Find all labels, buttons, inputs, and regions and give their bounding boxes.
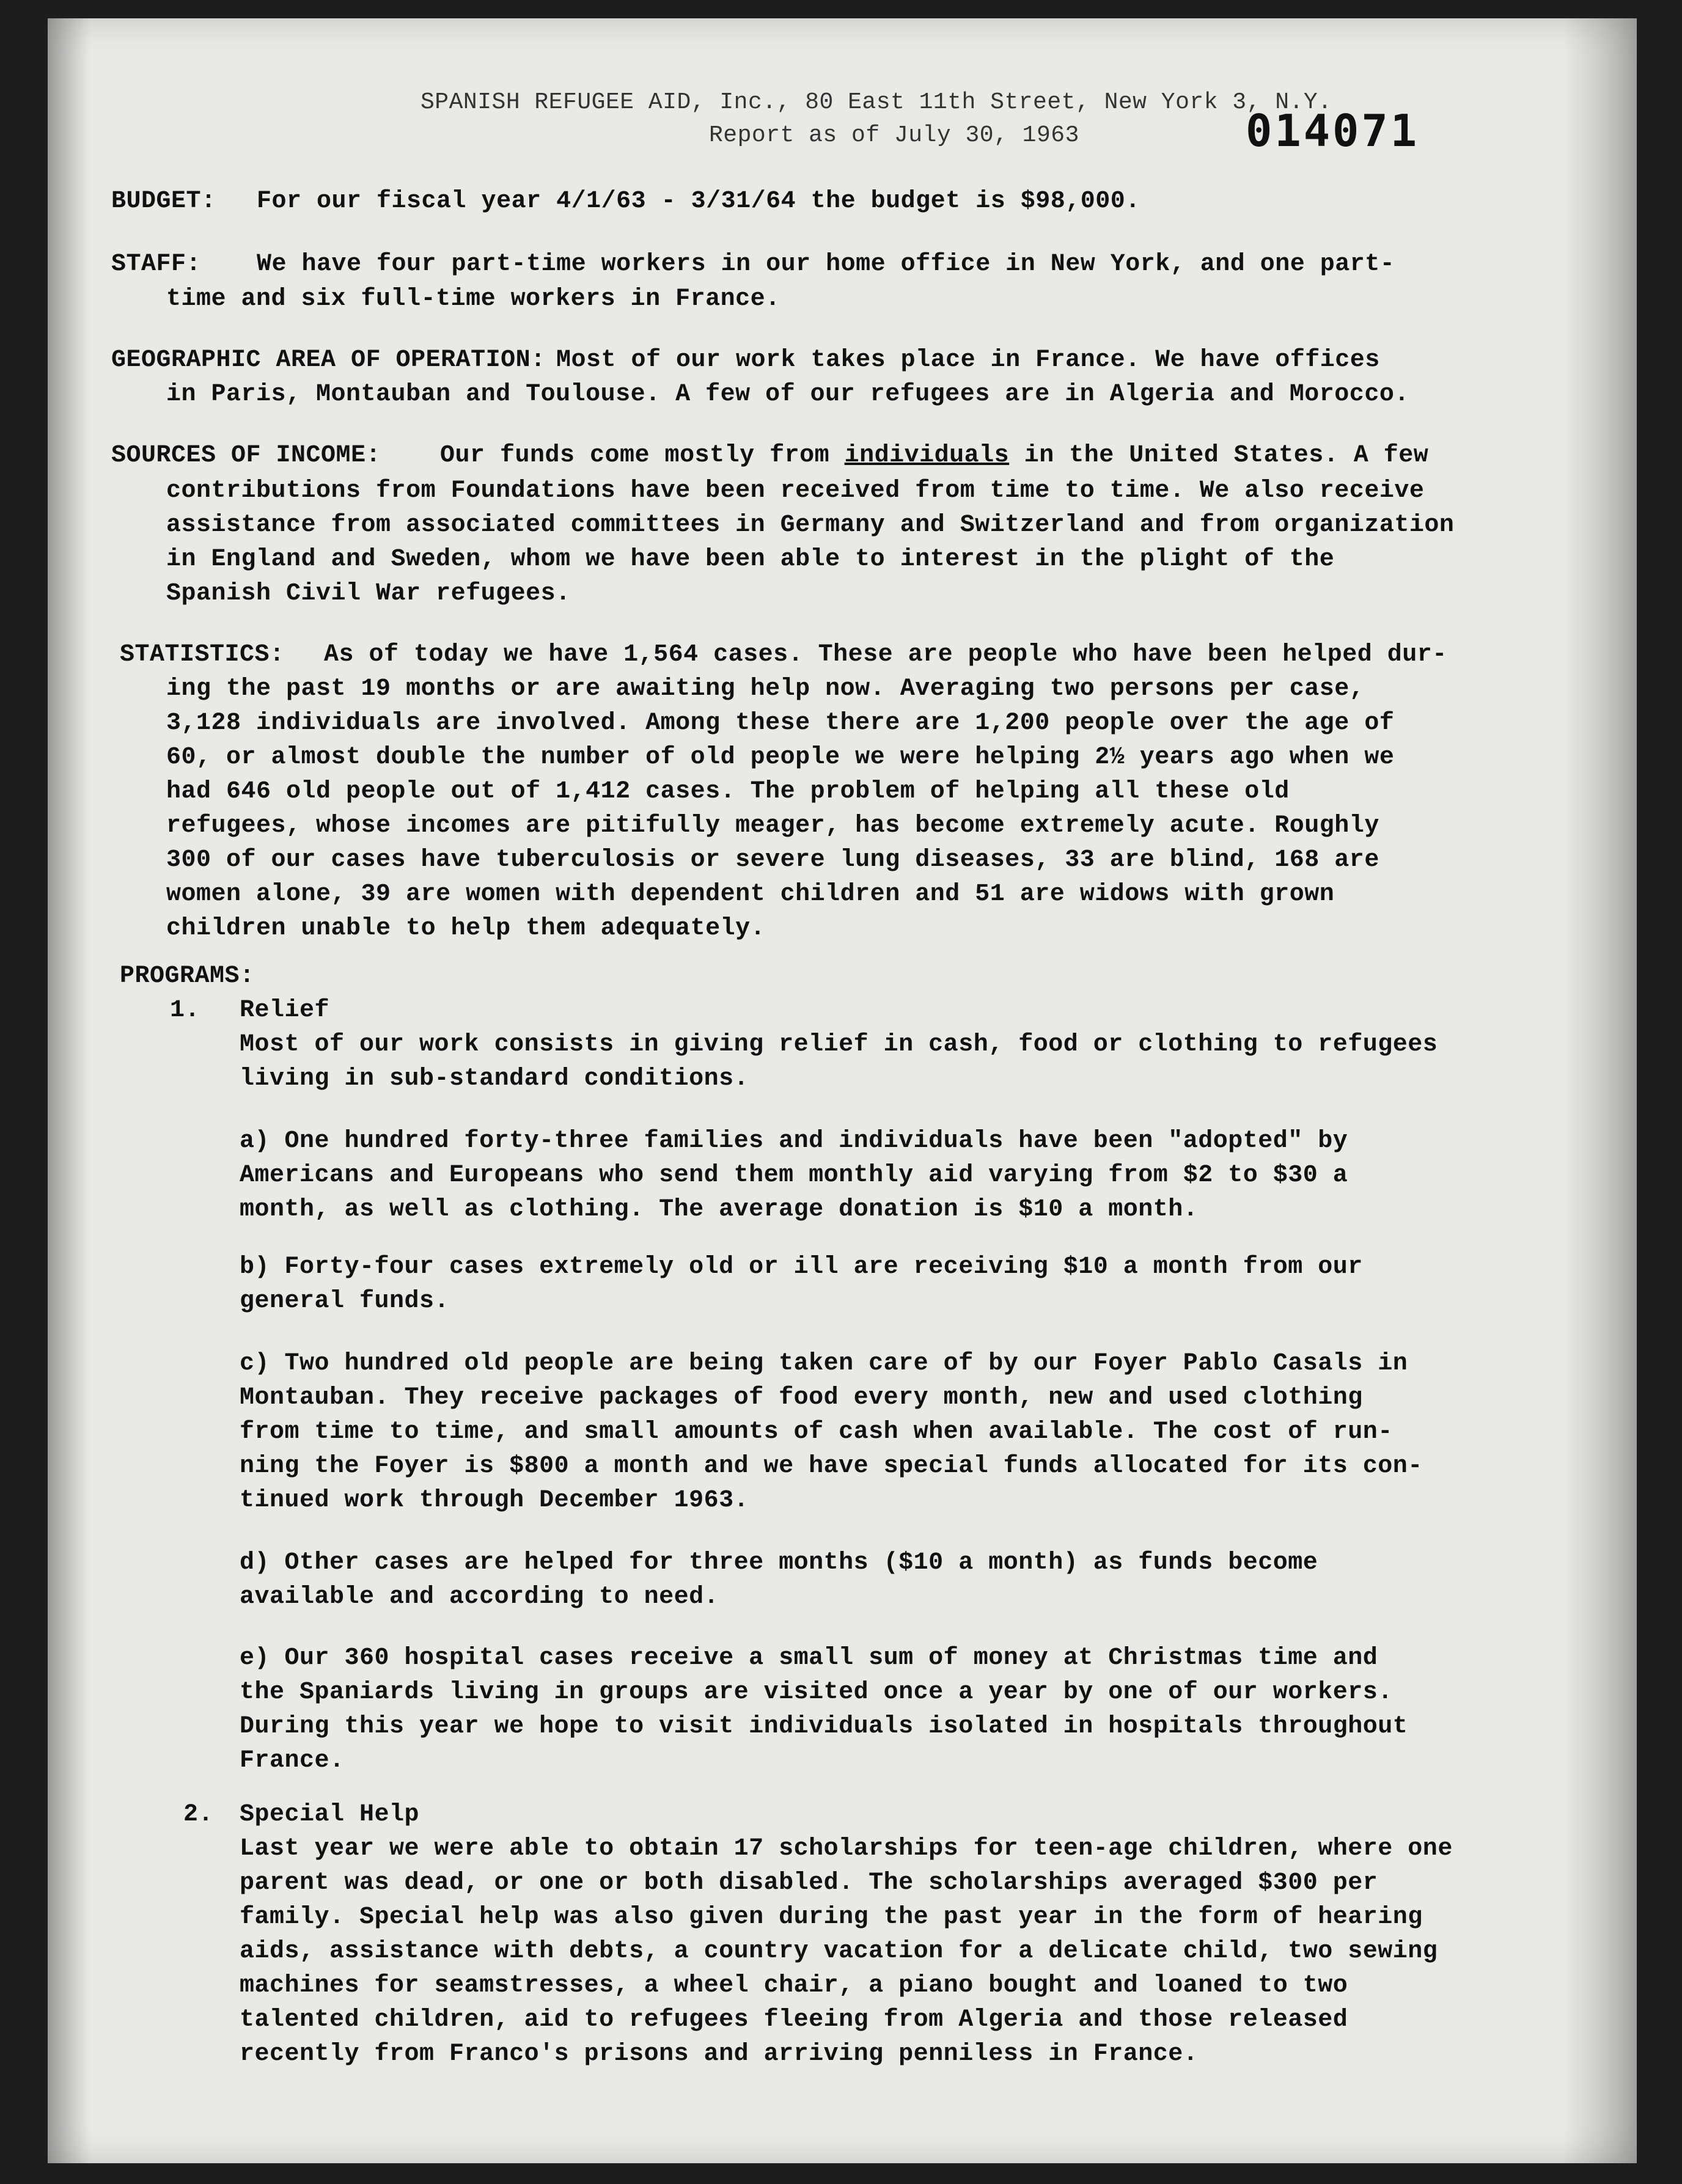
statistics-label: STATISTICS: — [120, 641, 285, 669]
relief-c-line: ning the Foyer is $800 a month and we have special funds allocated for its con- — [240, 1453, 1423, 1480]
special-number: 2. — [183, 1801, 214, 1828]
relief-b-line: general funds. — [240, 1288, 450, 1315]
relief-e-line: the Spaniards living in groups are visited once a year by one of our workers. — [240, 1679, 1393, 1706]
staff-line: We have four part-time workers in our home office in New York, and one part- — [257, 251, 1395, 278]
income-line: contributions from Foundations have been received from time to time. We also receive — [166, 477, 1425, 505]
relief-e-line: e) Our 360 hospital cases receive a small sum of money at Christmas time and — [240, 1644, 1378, 1672]
relief-number: 1. — [170, 997, 200, 1024]
relief-b-line: b) Forty-four cases extremely old or ill are receiving $10 a month from our — [240, 1253, 1363, 1281]
statistics-line: children unable to help them adequately. — [166, 915, 766, 942]
statistics-line: As of today we have 1,564 cases. These are people who have been helped dur- — [324, 641, 1447, 669]
relief-d-line: d) Other cases are helped for three months ($10 a month) as funds become — [240, 1549, 1318, 1577]
relief-c-line: tinued work through December 1963. — [240, 1487, 749, 1514]
special-line: aids, assistance with debts, a country vacation for a delicate child, two sewing — [240, 1938, 1438, 1965]
relief-e-line: During this year we hope to visit individuals isolated in hospitals throughout — [240, 1713, 1408, 1740]
income-line — [440, 439, 1428, 473]
special-line: parent was dead, or one or both disabled. The scholarships averaged $300 per — [240, 1869, 1378, 1897]
income-line: assistance from associated committees in Germany and Switzerland and from organization — [166, 511, 1455, 539]
special-title: Special Help — [240, 1801, 420, 1828]
statistics-line: 3,128 individuals are involved. Among these there are 1,200 people over the age of — [166, 709, 1395, 737]
special-line: family. Special help was also given during the past year in the form of hearing — [240, 1904, 1423, 1931]
staff-line: time and six full-time workers in France. — [166, 285, 780, 313]
relief-line: living in sub-standard conditions. — [240, 1065, 749, 1093]
relief-e-line: France. — [240, 1747, 345, 1775]
relief-a-line: Americans and Europeans who send them monthly aid varying from $2 to $30 a — [240, 1162, 1348, 1189]
budget-text: For our fiscal year 4/1/63 - 3/31/64 the budget is $98,000. — [257, 188, 1140, 215]
income-underlined-word: individuals — [844, 442, 1010, 469]
statistics-line: women alone, 39 are women with dependent children and 51 are widows with grown — [166, 881, 1335, 908]
budget-label: BUDGET: — [111, 188, 216, 215]
relief-c-line: c) Two hundred old people are being taken care of by our Foyer Pablo Casals in — [240, 1350, 1408, 1377]
relief-a-line: a) One hundred forty-three families and individuals have been "adopted" by — [240, 1127, 1348, 1155]
income-line: Spanish Civil War refugees. — [166, 580, 571, 607]
income-line1-post: in the United States. A few — [1024, 442, 1429, 469]
relief-line: Most of our work consists in giving relief in cash, food or clothing to refugees — [240, 1031, 1438, 1058]
statistics-line: ing the past 19 months or are awaiting help now. Averaging two persons per case, — [166, 675, 1365, 703]
income-line1-pre: Our funds come mostly from — [440, 442, 830, 469]
special-line: recently from Franco's prisons and arriving penniless in France. — [240, 2040, 1199, 2068]
report-date: Report as of July 30, 1963 — [709, 122, 1079, 148]
income-line: in England and Sweden, whom we have been able to interest in the plight of the — [166, 546, 1335, 573]
special-line: talented children, aid to refugees fleeing from Algeria and those released — [240, 2006, 1348, 2034]
document-number: 014071 — [1246, 105, 1420, 156]
geo-line: in Paris, Montauban and Toulouse. A few of our refugees are in Algeria and Morocco. — [166, 381, 1409, 408]
special-line: machines for seamstresses, a wheel chair, a piano bought and loaned to two — [240, 1972, 1348, 1999]
geo-line: Most of our work takes place in France. We have offices — [556, 346, 1380, 374]
relief-title: Relief — [240, 997, 330, 1024]
relief-c-line: from time to time, and small amounts of cash when available. The cost of run- — [240, 1418, 1393, 1446]
relief-a-line: month, as well as clothing. The average donation is $10 a month. — [240, 1196, 1199, 1223]
relief-c-line: Montauban. They receive packages of food every month, new and used clothing — [240, 1384, 1363, 1412]
relief-d-line: available and according to need. — [240, 1583, 719, 1611]
geo-label: GEOGRAPHIC AREA OF OPERATION: — [111, 346, 546, 374]
programs-label: PROGRAMS: — [120, 962, 255, 990]
statistics-line: 60, or almost double the number of old people we were helping 2½ years ago when we — [166, 744, 1395, 771]
letterhead: SPANISH REFUGEE AID, Inc., 80 East 11th Street, New York 3, N.Y. — [420, 89, 1332, 115]
statistics-line: refugees, whose incomes are pitifully meager, has become extremely acute. Roughly — [166, 812, 1379, 840]
income-label: SOURCES OF INCOME: — [111, 442, 381, 469]
statistics-line: had 646 old people out of 1,412 cases. The problem of helping all these old — [166, 778, 1290, 805]
special-line: Last year we were able to obtain 17 scholarships for teen-age children, where one — [240, 1835, 1453, 1863]
staff-label: STAFF: — [111, 251, 202, 278]
statistics-line: 300 of our cases have tuberculosis or severe lung diseases, 33 are blind, 168 are — [166, 846, 1379, 874]
